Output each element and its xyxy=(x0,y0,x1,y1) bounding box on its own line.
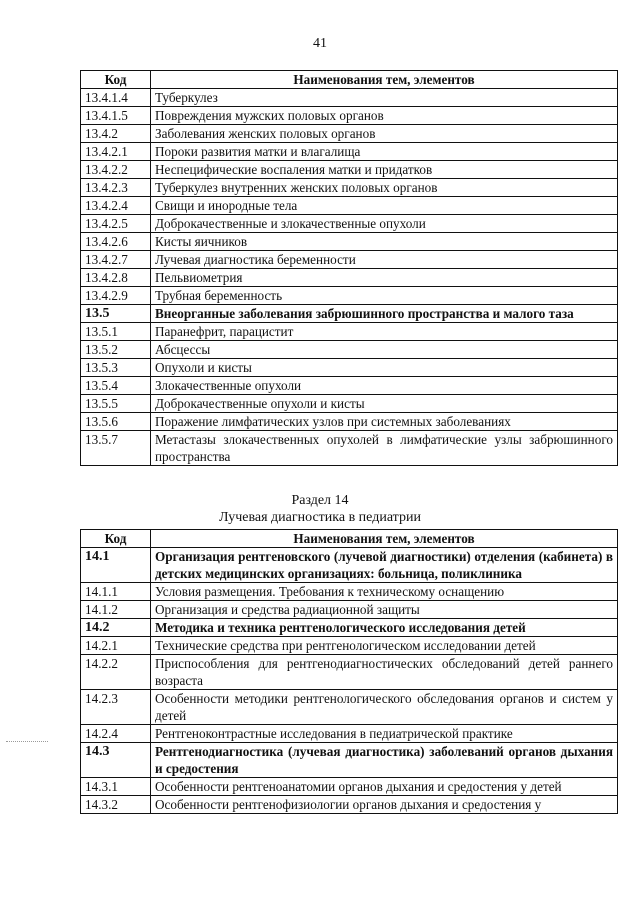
table-row xyxy=(81,395,618,413)
table-header-row xyxy=(81,71,618,89)
row-code: 14.1.1 xyxy=(81,583,151,601)
table-row xyxy=(81,796,618,814)
row-topic-name: Свищи и инородные тела xyxy=(151,197,618,215)
table-row xyxy=(81,323,618,341)
row-code: 13.4.2.9 xyxy=(81,287,151,305)
row-topic-name: Рентгенодиагностика (лучевая диагностика) заболеваний органов дыхания и средостения xyxy=(151,743,618,778)
row-topic-name: Кисты яичников xyxy=(151,233,618,251)
row-topic-name: Технические средства при рентгенологическом исследовании детей xyxy=(151,637,618,655)
table-row xyxy=(81,143,618,161)
row-code: 14.3.1 xyxy=(81,778,151,796)
row-topic-name: Доброкачественные опухоли и кисты xyxy=(151,395,618,413)
header-topic-name: Наименования тем, элементов xyxy=(151,530,618,548)
row-code: 14.1 xyxy=(81,548,151,583)
row-code: 13.4.2.6 xyxy=(81,233,151,251)
table-header-row xyxy=(81,530,618,548)
row-code: 13.4.1.4 xyxy=(81,89,151,107)
row-topic-name: Приспособления для рентгенодиагностических обследований детей раннего возраста xyxy=(151,655,618,690)
table-row xyxy=(81,413,618,431)
row-code: 14.1.2 xyxy=(81,601,151,619)
row-topic-name: Внеорганные заболевания забрюшинного пространства и малого таза xyxy=(151,305,618,323)
row-topic-name: Заболевания женских половых органов xyxy=(151,125,618,143)
row-topic-name: Доброкачественные и злокачественные опухоли xyxy=(151,215,618,233)
table-row xyxy=(81,725,618,743)
row-topic-name: Особенности рентгенофизиологии органов дыхания и средостения у xyxy=(151,796,618,814)
topics-table-section-14 xyxy=(80,529,618,814)
row-code: 13.5.2 xyxy=(81,341,151,359)
table-row xyxy=(81,778,618,796)
table-row xyxy=(81,583,618,601)
row-topic-name: Повреждения мужских половых органов xyxy=(151,107,618,125)
table-row xyxy=(81,233,618,251)
topics-table-section-13 xyxy=(80,70,618,466)
row-code: 14.2.1 xyxy=(81,637,151,655)
table-row-topic xyxy=(81,305,618,323)
row-topic-name: Условия размещения. Требования к техническому оснащению xyxy=(151,583,618,601)
table-row xyxy=(81,655,618,690)
header-code: Код xyxy=(81,71,151,89)
table-row xyxy=(81,359,618,377)
row-topic-name: Туберкулез внутренних женских половых органов xyxy=(151,179,618,197)
table-row xyxy=(81,637,618,655)
row-code: 13.5.1 xyxy=(81,323,151,341)
row-topic-name: Рентгеноконтрастные исследования в педиатрической практике xyxy=(151,725,618,743)
scan-artifact xyxy=(6,741,48,742)
row-topic-name: Абсцессы xyxy=(151,341,618,359)
row-topic-name: Пороки развития матки и влагалища xyxy=(151,143,618,161)
row-topic-name: Методика и техника рентгенологического исследования детей xyxy=(151,619,618,637)
row-code: 13.5.5 xyxy=(81,395,151,413)
row-code: 14.2.2 xyxy=(81,655,151,690)
row-code: 14.2.4 xyxy=(81,725,151,743)
page-number: 41 xyxy=(313,36,327,51)
row-code: 13.4.2.7 xyxy=(81,251,151,269)
table-row xyxy=(81,251,618,269)
row-topic-name: Опухоли и кисты xyxy=(151,359,618,377)
table-row xyxy=(81,431,618,466)
row-topic-name: Лучевая диагностика беременности xyxy=(151,251,618,269)
row-topic-name: Пельвиометрия xyxy=(151,269,618,287)
row-code: 14.2 xyxy=(81,619,151,637)
row-code: 13.5 xyxy=(81,305,151,323)
table-row xyxy=(81,161,618,179)
table-row-topic xyxy=(81,743,618,778)
row-code: 13.4.2.3 xyxy=(81,179,151,197)
row-code: 13.4.1.5 xyxy=(81,107,151,125)
table-row xyxy=(81,125,618,143)
row-topic-name: Паранефрит, парацистит xyxy=(151,323,618,341)
row-code: 13.5.4 xyxy=(81,377,151,395)
section-title: Лучевая диагностика в педиатрии xyxy=(219,510,421,525)
table-row xyxy=(81,197,618,215)
row-code: 13.4.2.2 xyxy=(81,161,151,179)
row-code: 13.5.7 xyxy=(81,431,151,466)
table-row-topic xyxy=(81,548,618,583)
row-code: 13.4.2.1 xyxy=(81,143,151,161)
table-row-topic xyxy=(81,619,618,637)
row-code: 14.3.2 xyxy=(81,796,151,814)
row-topic-name: Особенности методики рентгенологического обследования органов и систем у детей xyxy=(151,690,618,725)
row-code: 13.5.3 xyxy=(81,359,151,377)
table-row xyxy=(81,690,618,725)
row-code: 13.5.6 xyxy=(81,413,151,431)
table-row xyxy=(81,107,618,125)
table-row xyxy=(81,215,618,233)
row-topic-name: Злокачественные опухоли xyxy=(151,377,618,395)
row-topic-name: Туберкулез xyxy=(151,89,618,107)
table-row xyxy=(81,89,618,107)
table-row xyxy=(81,601,618,619)
row-code: 13.4.2.8 xyxy=(81,269,151,287)
row-code: 13.4.2.5 xyxy=(81,215,151,233)
row-code: 14.2.3 xyxy=(81,690,151,725)
row-code: 13.4.2 xyxy=(81,125,151,143)
row-code: 14.3 xyxy=(81,743,151,778)
row-topic-name: Организация и средства радиационной защиты xyxy=(151,601,618,619)
row-topic-name: Метастазы злокачественных опухолей в лимфатические узлы забрюшинного пространства xyxy=(151,431,618,466)
row-topic-name: Особенности рентгеноанатомии органов дыхания и средостения у детей xyxy=(151,778,618,796)
table-row xyxy=(81,377,618,395)
row-topic-name: Неспецифические воспаления матки и придатков xyxy=(151,161,618,179)
table-row xyxy=(81,287,618,305)
row-code: 13.4.2.4 xyxy=(81,197,151,215)
header-topic-name: Наименования тем, элементов xyxy=(151,71,618,89)
row-topic-name: Трубная беременность xyxy=(151,287,618,305)
row-topic-name: Поражение лимфатических узлов при системных заболеваниях xyxy=(151,413,618,431)
table-row xyxy=(81,179,618,197)
row-topic-name: Организация рентгеновского (лучевой диагностики) отделения (кабинета) в детских медицинских организациях: больница, поликлиника xyxy=(151,548,618,583)
table-row xyxy=(81,269,618,287)
section-heading: Раздел 14 xyxy=(291,493,349,508)
header-code: Код xyxy=(81,530,151,548)
table-row xyxy=(81,341,618,359)
